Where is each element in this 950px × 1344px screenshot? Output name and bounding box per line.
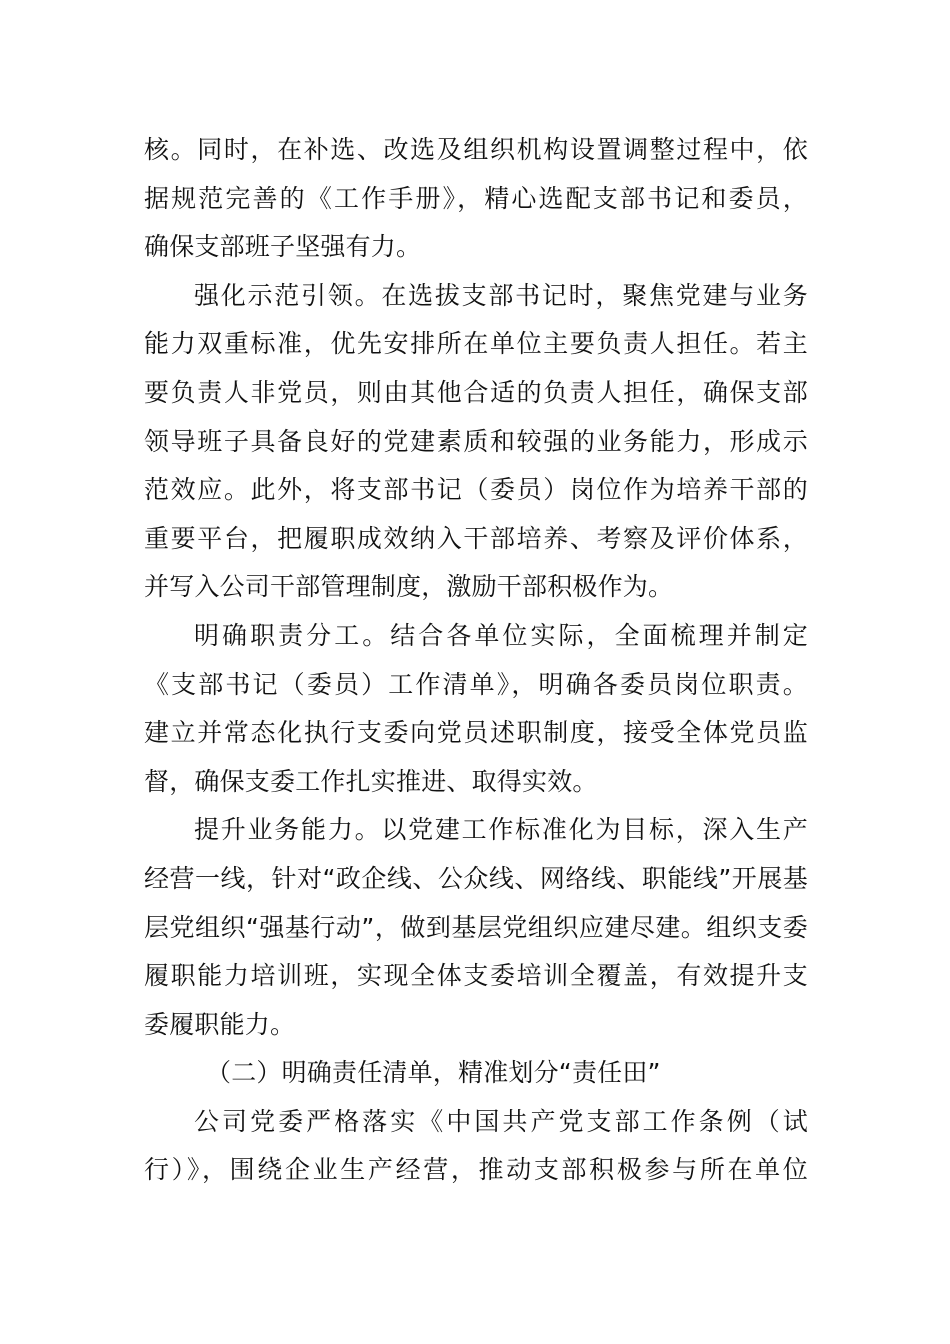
text-line: 重要平台，把履职成效纳入干部培养、考察及评价体系， xyxy=(144,523,808,553)
text-line: 委履职能力。 xyxy=(144,1009,296,1039)
text-line: 经营一线，针对“政企线、公众线、网络线、职能线”开展基 xyxy=(144,863,808,893)
paragraph-lead-line: 提升业务能力。以党建工作标准化为目标，深入生产 xyxy=(194,815,808,845)
text-line: 核。同时，在补选、改选及组织机构设置调整过程中，依 xyxy=(144,135,808,164)
text-line: 并写入公司干部管理制度，激励干部积极作为。 xyxy=(144,572,674,602)
paragraph-lead-line: 明确职责分工。结合各单位实际，全面梳理并制定 xyxy=(194,620,808,650)
text-line: 《支部书记（委员）工作清单》，明确各委员岗位职责。 xyxy=(144,669,808,699)
document-page xyxy=(144,126,808,1195)
text-line: 确保支部班子坚强有力。 xyxy=(144,232,422,262)
text-line: 行）》，围绕企业生产经营，推动支部积极参与所在单位 xyxy=(144,1155,808,1185)
text-line: 履职能力培训班，实现全体支委培训全覆盖，有效提升支 xyxy=(144,961,808,991)
paragraph-lead-line: 公司党委严格落实《中国共产党支部工作条例（试 xyxy=(194,1106,808,1136)
text-line: 能力双重标准，优先安排所在单位主要负责人担任。若主 xyxy=(144,329,808,359)
text-line: 层党组织“强基行动”，做到基层党组织应建尽建。组织支委 xyxy=(144,912,808,942)
text-line: 要负责人非党员，则由其他合适的负责人担任，确保支部 xyxy=(144,377,808,407)
paragraph-lead-line: 强化示范引领。在选拔支部书记时，聚焦党建与业务 xyxy=(194,280,808,310)
text-line: 据规范完善的《工作手册》，精心选配支部书记和委员， xyxy=(144,183,808,213)
text-line: 督，确保支委工作扎实推进、取得实效。 xyxy=(144,766,598,796)
text-line: 范效应。此外，将支部书记（委员）岗位作为培养干部的 xyxy=(144,475,808,505)
text-line: 建立并常态化执行支委向党员述职制度，接受全体党员监 xyxy=(144,718,808,748)
section-heading: （二）明确责任清单，精准划分“责任田” xyxy=(206,1058,661,1088)
text-line: 领导班子具备良好的党建素质和较强的业务能力，形成示 xyxy=(144,426,808,456)
